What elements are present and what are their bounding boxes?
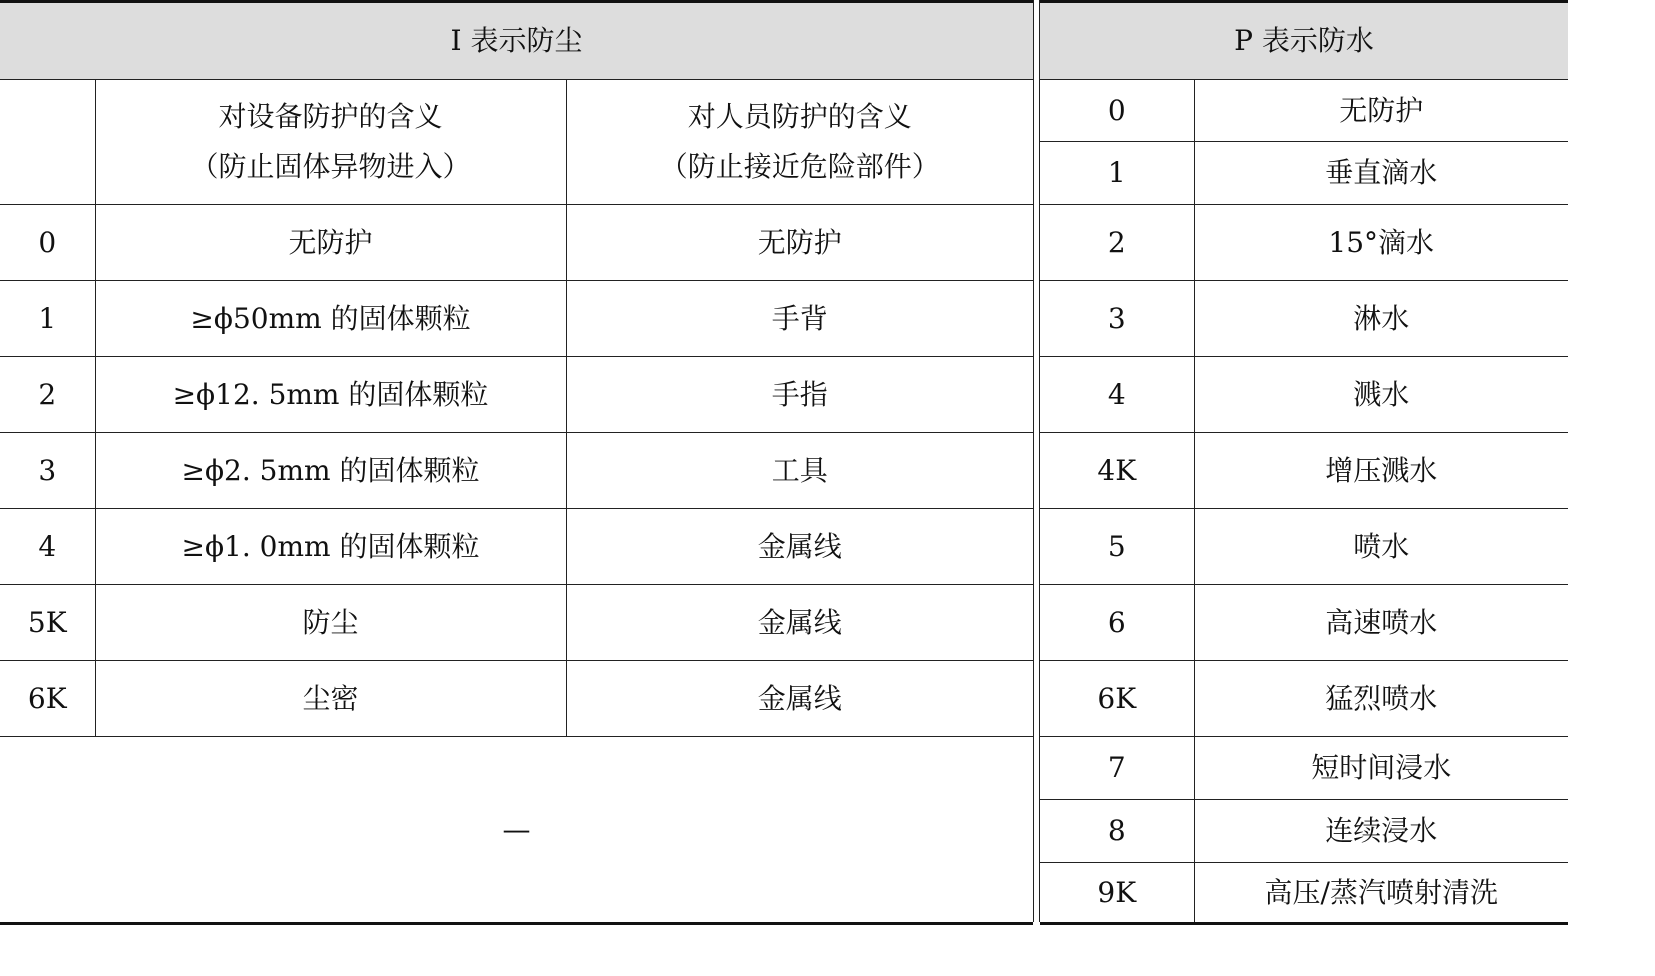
water-meaning: 猛烈喷水 [1194,661,1568,737]
table-row [0,357,1033,433]
table-row [1040,585,1568,661]
water-code: 9K [1040,863,1194,924]
personnel-meaning: 无防护 [566,205,1033,281]
personnel-meaning: 手背 [566,281,1033,357]
dust-code: 2 [0,357,95,433]
personnel-meaning: 金属线 [566,509,1033,585]
personnel-protection-header [566,80,1033,205]
water-protection-table [1040,0,1568,925]
table-row [0,661,1033,737]
subheader-empty-cell [0,80,95,205]
dust-table-title: I 表示防尘 [0,2,1033,80]
dust-code: 5K [0,585,95,661]
equipment-header-line2: （防止固体异物进入） [190,150,471,183]
water-meaning: 淋水 [1194,281,1568,357]
equipment-meaning: ≥ϕ2. 5mm 的固体颗粒 [95,433,566,509]
table-row [1040,357,1568,433]
water-meaning: 高速喷水 [1194,585,1568,661]
personnel-meaning: 金属线 [566,585,1033,661]
water-code: 3 [1040,281,1194,357]
equipment-meaning: 尘密 [95,661,566,737]
table-row [1040,863,1568,924]
water-meaning: 垂直滴水 [1194,142,1568,205]
empty-dash-cell: — [0,737,1033,924]
table-row [1040,142,1568,205]
water-code: 8 [1040,800,1194,863]
table-row [0,509,1033,585]
table-row [1040,661,1568,737]
water-meaning: 增压溅水 [1194,433,1568,509]
dust-code: 1 [0,281,95,357]
water-meaning: 喷水 [1194,509,1568,585]
equipment-header-line1: 对设备防护的含义 [218,100,443,133]
personnel-header-line2: （防止接近危险部件） [659,150,940,183]
equipment-protection-header [95,80,566,205]
table-row [1040,205,1568,281]
water-code: 5 [1040,509,1194,585]
water-code: 6 [1040,585,1194,661]
equipment-meaning: 防尘 [95,585,566,661]
equipment-meaning: ≥ϕ12. 5mm 的固体颗粒 [95,357,566,433]
table-row [1040,80,1568,142]
table-row [0,281,1033,357]
table-row [0,205,1033,281]
water-meaning: 短时间浸水 [1194,737,1568,800]
water-code: 4 [1040,357,1194,433]
personnel-header-line1: 对人员防护的含义 [687,100,912,133]
personnel-meaning: 工具 [566,433,1033,509]
water-table-title: P 表示防水 [1040,2,1568,80]
equipment-meaning: ≥ϕ50mm 的固体颗粒 [95,281,566,357]
water-code: 1 [1040,142,1194,205]
personnel-meaning: 金属线 [566,661,1033,737]
table-row [1040,509,1568,585]
water-meaning: 15°滴水 [1194,205,1568,281]
table-row [0,433,1033,509]
table-row [1040,281,1568,357]
dust-code: 6K [0,661,95,737]
water-code: 0 [1040,80,1194,142]
table-row [1040,433,1568,509]
dust-code: 3 [0,433,95,509]
water-code: 7 [1040,737,1194,800]
water-meaning: 连续浸水 [1194,800,1568,863]
water-meaning: 无防护 [1194,80,1568,142]
table-row [0,585,1033,661]
dust-code: 0 [0,205,95,281]
water-code: 6K [1040,661,1194,737]
water-meaning: 溅水 [1194,357,1568,433]
equipment-meaning: ≥ϕ1. 0mm 的固体颗粒 [95,509,566,585]
dust-code: 4 [0,509,95,585]
water-meaning: 高压/蒸汽喷射清洗 [1194,863,1568,924]
water-code: 2 [1040,205,1194,281]
equipment-meaning: 无防护 [95,205,566,281]
personnel-meaning: 手指 [566,357,1033,433]
double-column-divider [1033,0,1040,922]
water-code: 4K [1040,433,1194,509]
table-row [1040,800,1568,863]
table-row [1040,737,1568,800]
